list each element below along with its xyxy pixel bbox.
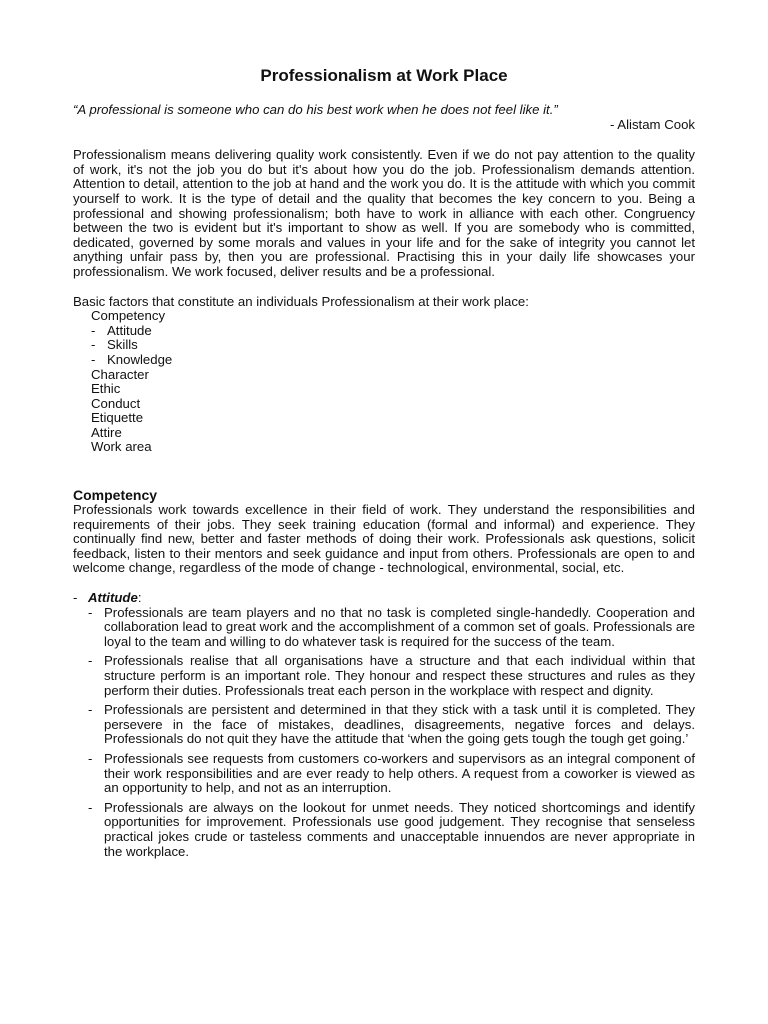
dash: - bbox=[73, 590, 78, 606]
attitude-point: - Professionals see requests from customers co-workers and supervisors as an integral component of their work responsibilities and are ever ready to help others. A request from a coworker is viewed as an opportunity to help, and not as an interruption. bbox=[88, 752, 695, 796]
factor-item: Character bbox=[91, 366, 149, 382]
factor-item: Competency bbox=[91, 308, 166, 324]
attitude-point: - Professionals are always on the lookout for unmet needs. They noticed shortcomings and identify opportunities for improvement. Professionals use good judgement. They recognise that senseless practical jokes crude or tasteless comments and unacceptable innuendos are never appropriate in the workplace. bbox=[88, 801, 695, 859]
colon: : bbox=[137, 590, 142, 606]
quote-text: “A professional is someone who can do his best work when he does not feel like it.” bbox=[73, 102, 558, 117]
factor-item: Ethic bbox=[91, 381, 121, 397]
intro-paragraph: Professionalism means delivering quality work consistently. Even if we do not pay attention to the quality of work, it's not the job you do but it's about how you do the job. Professionalism demands attention. Attention to detail, attention to the job at hand and the work you do. It is the attitude with which you commit yourself to work. It is the type of detail and the quality that becomes the key concern to you. Being a professional and showing professionalism; both have to work in alliance with each other. Congruency between the two is evident but it's important to show as well. If you are somebody who is committed, dedicated, governed by some morals and values in your life and for the sake of integrity you cannot let anything unfair pass by, then you are professional. Practising this in your daily life showcases your professionalism. We work focused, deliver results and be a professional. bbox=[73, 147, 695, 279]
attitude-point: - Professionals realise that all organisations have a structure and that each individual within that structure perform is an important role. They honour and respect these structures and rules as they perform their duties. Professionals treat each person in the workplace with respect and dignity. bbox=[88, 654, 695, 698]
sub-factor-item: - Attitude bbox=[91, 324, 695, 339]
attitude-heading bbox=[73, 591, 695, 606]
attitude-point: - Professionals are persistent and determined in that they stick with a task until it is completed. They persevere in the face of mistakes, deadlines, disagreements, negative forces and delays. Professionals do not quit they have the attitude that ‘when the going gets tough the tough get going.’ bbox=[88, 703, 695, 747]
sub-factor-item: - Knowledge bbox=[91, 353, 695, 368]
competency-paragraph: Professionals work towards excellence in their field of work. They understand the responsibilities and requirements of their jobs. They seek training education (formal and informal) and experience. They continually find new, better and faster methods of doing their work. Professionals ask questions, solicit feedback, listen to their mentors and seek guidance and input from others. Professionals are open to and welcome change, regardless of the mode of change - technological, environmental, social, etc. bbox=[73, 502, 695, 576]
competency-sublist bbox=[91, 324, 695, 368]
factors-list bbox=[91, 309, 695, 455]
factors-lead: Basic factors that constitute an individuals Professionalism at their work place: bbox=[73, 293, 529, 309]
attitude-points bbox=[73, 606, 695, 860]
factor-item: Attire bbox=[91, 424, 122, 440]
factor-sublist-container bbox=[91, 324, 695, 368]
attitude-heading-text: Attitude bbox=[88, 590, 138, 606]
quote bbox=[73, 103, 695, 118]
sub-factor-item: - Skills bbox=[91, 338, 695, 353]
quote-author: - Alistam Cook bbox=[609, 116, 695, 132]
section-heading-competency: Competency bbox=[73, 487, 158, 504]
page-title: Professionalism at Work Place bbox=[260, 66, 508, 85]
factor-item: Work area bbox=[91, 439, 152, 455]
factor-item: Conduct bbox=[91, 395, 141, 411]
attitude-point: - Professionals are team players and no that no task is completed single-handedly. Cooperation and collaboration lead to great work and the accomplishment of a common set of goals. Professionals are loyal to the team and willing to do whatever task is required for the success of the team. bbox=[88, 606, 695, 650]
factor-item: Etiquette bbox=[91, 410, 144, 426]
